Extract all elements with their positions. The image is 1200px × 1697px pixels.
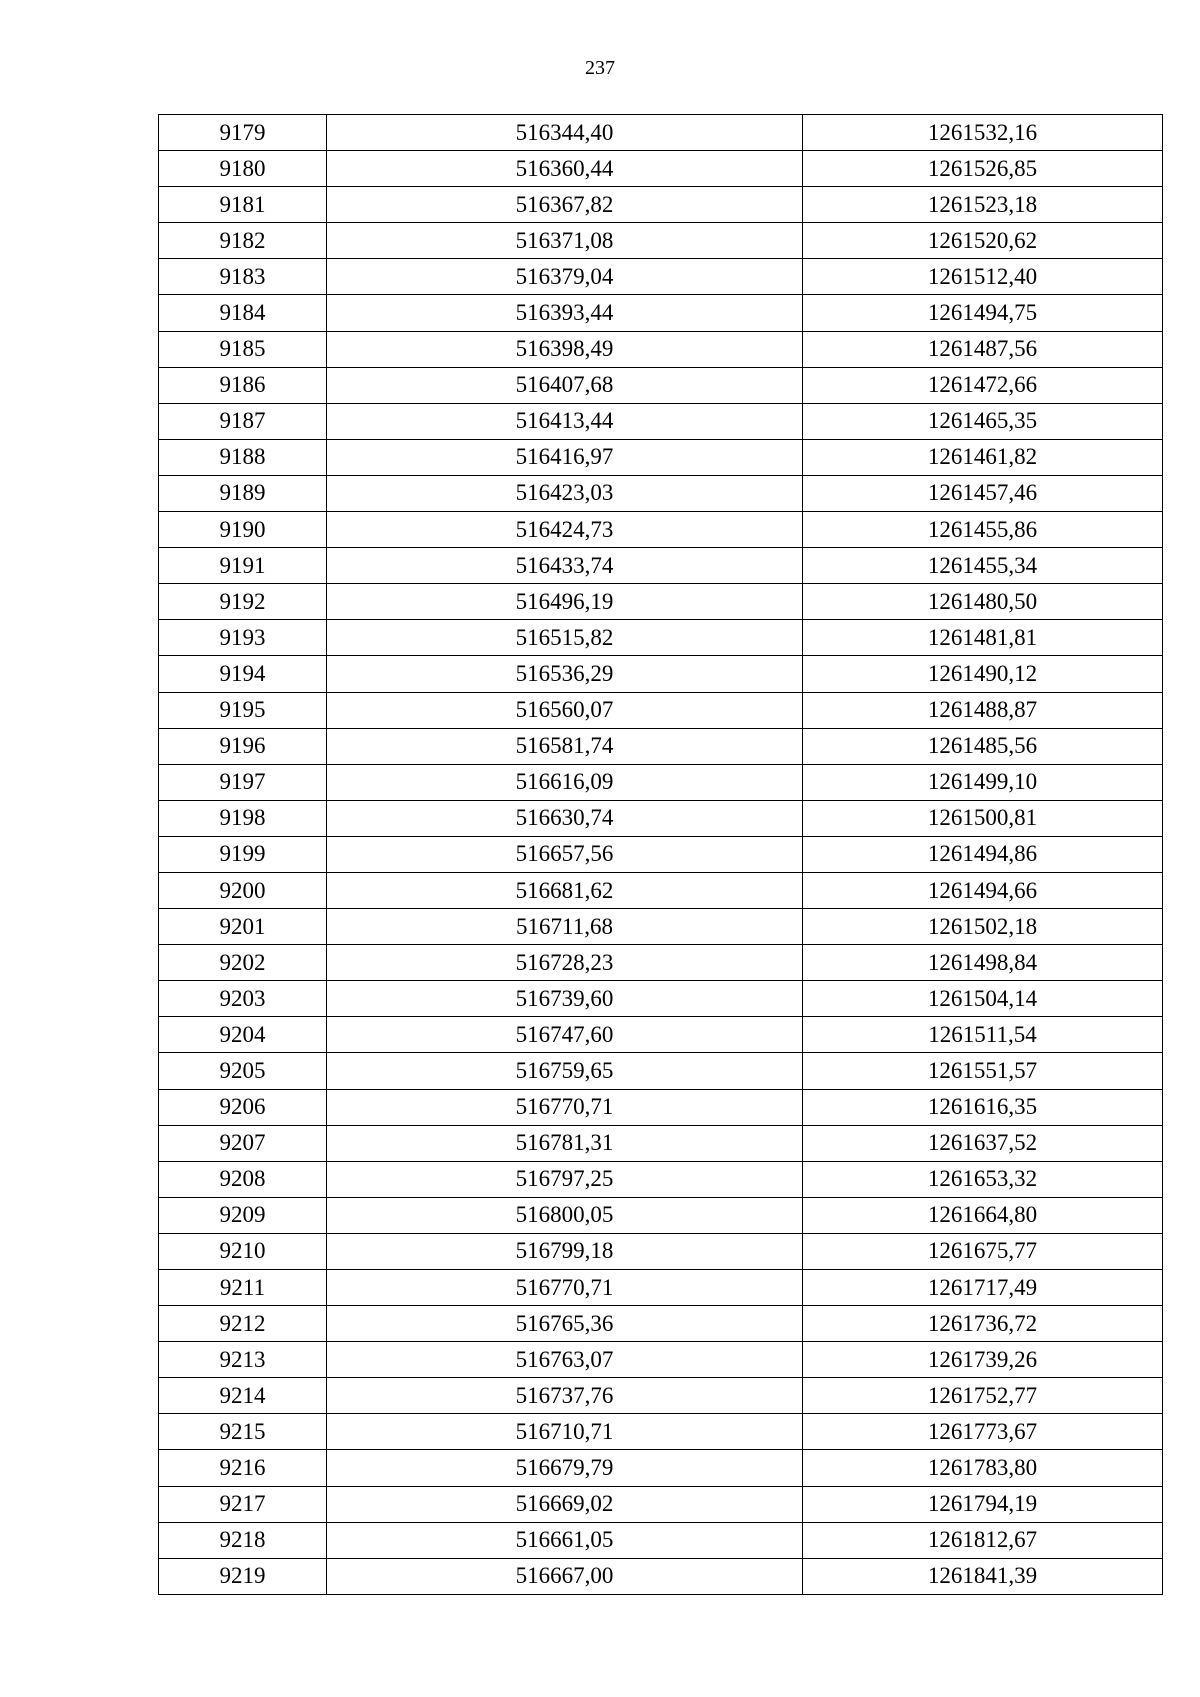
table-row [159, 1233, 1163, 1269]
table-row [159, 1522, 1163, 1558]
table-row [159, 1161, 1163, 1197]
point-number-cell: 9196 [159, 728, 327, 764]
x-coordinate-cell: 516799,18 [327, 1233, 803, 1269]
y-coordinate-cell: 1261490,12 [803, 656, 1163, 692]
x-coordinate-cell: 516616,09 [327, 764, 803, 800]
x-coordinate-cell: 516661,05 [327, 1522, 803, 1558]
x-coordinate-cell: 516367,82 [327, 187, 803, 223]
point-number-cell: 9199 [159, 836, 327, 872]
y-coordinate-cell: 1261455,34 [803, 548, 1163, 584]
point-number-cell: 9216 [159, 1450, 327, 1486]
table-row [159, 872, 1163, 908]
y-coordinate-cell: 1261511,54 [803, 1017, 1163, 1053]
y-coordinate-cell: 1261461,82 [803, 439, 1163, 475]
x-coordinate-cell: 516360,44 [327, 151, 803, 187]
x-coordinate-cell: 516560,07 [327, 692, 803, 728]
table-row [159, 1378, 1163, 1414]
y-coordinate-cell: 1261494,75 [803, 295, 1163, 331]
point-number-cell: 9192 [159, 584, 327, 620]
x-coordinate-cell: 516416,97 [327, 439, 803, 475]
y-coordinate-cell: 1261485,56 [803, 728, 1163, 764]
x-coordinate-cell: 516630,74 [327, 800, 803, 836]
x-coordinate-cell: 516667,00 [327, 1558, 803, 1594]
point-number-cell: 9217 [159, 1486, 327, 1522]
x-coordinate-cell: 516344,40 [327, 115, 803, 151]
point-number-cell: 9202 [159, 945, 327, 981]
point-number-cell: 9189 [159, 475, 327, 511]
table-row [159, 1414, 1163, 1450]
table-row [159, 223, 1163, 259]
x-coordinate-cell: 516393,44 [327, 295, 803, 331]
x-coordinate-cell: 516770,71 [327, 1270, 803, 1306]
x-coordinate-cell: 516424,73 [327, 512, 803, 548]
table-row [159, 512, 1163, 548]
y-coordinate-cell: 1261773,67 [803, 1414, 1163, 1450]
y-coordinate-cell: 1261512,40 [803, 259, 1163, 295]
table-row [159, 764, 1163, 800]
y-coordinate-cell: 1261520,62 [803, 223, 1163, 259]
y-coordinate-cell: 1261494,86 [803, 836, 1163, 872]
x-coordinate-cell: 516747,60 [327, 1017, 803, 1053]
y-coordinate-cell: 1261616,35 [803, 1089, 1163, 1125]
point-number-cell: 9186 [159, 367, 327, 403]
x-coordinate-cell: 516496,19 [327, 584, 803, 620]
y-coordinate-cell: 1261488,87 [803, 692, 1163, 728]
point-number-cell: 9215 [159, 1414, 327, 1450]
y-coordinate-cell: 1261526,85 [803, 151, 1163, 187]
y-coordinate-cell: 1261675,77 [803, 1233, 1163, 1269]
y-coordinate-cell: 1261736,72 [803, 1306, 1163, 1342]
x-coordinate-cell: 516765,36 [327, 1306, 803, 1342]
y-coordinate-cell: 1261794,19 [803, 1486, 1163, 1522]
table-row [159, 331, 1163, 367]
y-coordinate-cell: 1261551,57 [803, 1053, 1163, 1089]
x-coordinate-cell: 516739,60 [327, 981, 803, 1017]
table-row [159, 259, 1163, 295]
table-row [159, 295, 1163, 331]
y-coordinate-cell: 1261739,26 [803, 1342, 1163, 1378]
point-number-cell: 9208 [159, 1161, 327, 1197]
x-coordinate-cell: 516797,25 [327, 1161, 803, 1197]
y-coordinate-cell: 1261457,46 [803, 475, 1163, 511]
x-coordinate-cell: 516433,74 [327, 548, 803, 584]
y-coordinate-cell: 1261500,81 [803, 800, 1163, 836]
table-row [159, 1486, 1163, 1522]
y-coordinate-cell: 1261783,80 [803, 1450, 1163, 1486]
x-coordinate-cell: 516413,44 [327, 403, 803, 439]
y-coordinate-cell: 1261455,86 [803, 512, 1163, 548]
y-coordinate-cell: 1261465,35 [803, 403, 1163, 439]
point-number-cell: 9191 [159, 548, 327, 584]
x-coordinate-cell: 516407,68 [327, 367, 803, 403]
point-number-cell: 9188 [159, 439, 327, 475]
x-coordinate-cell: 516710,71 [327, 1414, 803, 1450]
x-coordinate-cell: 516379,04 [327, 259, 803, 295]
y-coordinate-cell: 1261472,66 [803, 367, 1163, 403]
x-coordinate-cell: 516515,82 [327, 620, 803, 656]
y-coordinate-cell: 1261664,80 [803, 1197, 1163, 1233]
x-coordinate-cell: 516711,68 [327, 909, 803, 945]
point-number-cell: 9211 [159, 1270, 327, 1306]
table-row [159, 1053, 1163, 1089]
point-number-cell: 9180 [159, 151, 327, 187]
table-row [159, 187, 1163, 223]
page-number: 237 [585, 57, 615, 79]
y-coordinate-cell: 1261504,14 [803, 981, 1163, 1017]
table-row [159, 692, 1163, 728]
y-coordinate-cell: 1261502,18 [803, 909, 1163, 945]
point-number-cell: 9210 [159, 1233, 327, 1269]
point-number-cell: 9205 [159, 1053, 327, 1089]
point-number-cell: 9209 [159, 1197, 327, 1233]
y-coordinate-cell: 1261841,39 [803, 1558, 1163, 1594]
point-number-cell: 9184 [159, 295, 327, 331]
table-row [159, 800, 1163, 836]
table-row [159, 728, 1163, 764]
table-row [159, 1450, 1163, 1486]
point-number-cell: 9190 [159, 512, 327, 548]
table-row [159, 656, 1163, 692]
table-row [159, 151, 1163, 187]
y-coordinate-cell: 1261499,10 [803, 764, 1163, 800]
table-row [159, 584, 1163, 620]
x-coordinate-cell: 516423,03 [327, 475, 803, 511]
y-coordinate-cell: 1261498,84 [803, 945, 1163, 981]
coordinates-table [158, 114, 1163, 1595]
table-row [159, 1306, 1163, 1342]
x-coordinate-cell: 516728,23 [327, 945, 803, 981]
x-coordinate-cell: 516759,65 [327, 1053, 803, 1089]
point-number-cell: 9197 [159, 764, 327, 800]
point-number-cell: 9213 [159, 1342, 327, 1378]
y-coordinate-cell: 1261653,32 [803, 1161, 1163, 1197]
point-number-cell: 9218 [159, 1522, 327, 1558]
table-row [159, 1342, 1163, 1378]
x-coordinate-cell: 516737,76 [327, 1378, 803, 1414]
table-row [159, 1089, 1163, 1125]
point-number-cell: 9198 [159, 800, 327, 836]
y-coordinate-cell: 1261812,67 [803, 1522, 1163, 1558]
x-coordinate-cell: 516763,07 [327, 1342, 803, 1378]
y-coordinate-cell: 1261637,52 [803, 1125, 1163, 1161]
point-number-cell: 9182 [159, 223, 327, 259]
x-coordinate-cell: 516581,74 [327, 728, 803, 764]
table-row [159, 1197, 1163, 1233]
point-number-cell: 9203 [159, 981, 327, 1017]
x-coordinate-cell: 516657,56 [327, 836, 803, 872]
point-number-cell: 9195 [159, 692, 327, 728]
y-coordinate-cell: 1261532,16 [803, 115, 1163, 151]
x-coordinate-cell: 516371,08 [327, 223, 803, 259]
point-number-cell: 9207 [159, 1125, 327, 1161]
point-number-cell: 9193 [159, 620, 327, 656]
x-coordinate-cell: 516669,02 [327, 1486, 803, 1522]
x-coordinate-cell: 516800,05 [327, 1197, 803, 1233]
point-number-cell: 9181 [159, 187, 327, 223]
y-coordinate-cell: 1261481,81 [803, 620, 1163, 656]
y-coordinate-cell: 1261494,66 [803, 872, 1163, 908]
table-row [159, 836, 1163, 872]
table-row [159, 439, 1163, 475]
table-row [159, 1017, 1163, 1053]
point-number-cell: 9212 [159, 1306, 327, 1342]
table-row [159, 475, 1163, 511]
point-number-cell: 9194 [159, 656, 327, 692]
coordinates-table-body [159, 115, 1163, 1595]
point-number-cell: 9179 [159, 115, 327, 151]
y-coordinate-cell: 1261480,50 [803, 584, 1163, 620]
y-coordinate-cell: 1261717,49 [803, 1270, 1163, 1306]
point-number-cell: 9200 [159, 872, 327, 908]
point-number-cell: 9183 [159, 259, 327, 295]
point-number-cell: 9219 [159, 1558, 327, 1594]
x-coordinate-cell: 516679,79 [327, 1450, 803, 1486]
table-row [159, 981, 1163, 1017]
x-coordinate-cell: 516781,31 [327, 1125, 803, 1161]
table-row [159, 945, 1163, 981]
x-coordinate-cell: 516681,62 [327, 872, 803, 908]
point-number-cell: 9201 [159, 909, 327, 945]
point-number-cell: 9214 [159, 1378, 327, 1414]
table-row [159, 620, 1163, 656]
x-coordinate-cell: 516398,49 [327, 331, 803, 367]
table-row [159, 1558, 1163, 1594]
table-row [159, 548, 1163, 584]
table-row [159, 367, 1163, 403]
table-row [159, 1270, 1163, 1306]
y-coordinate-cell: 1261523,18 [803, 187, 1163, 223]
table-row [159, 115, 1163, 151]
table-row [159, 1125, 1163, 1161]
y-coordinate-cell: 1261752,77 [803, 1378, 1163, 1414]
point-number-cell: 9206 [159, 1089, 327, 1125]
x-coordinate-cell: 516770,71 [327, 1089, 803, 1125]
x-coordinate-cell: 516536,29 [327, 656, 803, 692]
table-row [159, 403, 1163, 439]
table-row [159, 909, 1163, 945]
point-number-cell: 9187 [159, 403, 327, 439]
point-number-cell: 9204 [159, 1017, 327, 1053]
y-coordinate-cell: 1261487,56 [803, 331, 1163, 367]
point-number-cell: 9185 [159, 331, 327, 367]
